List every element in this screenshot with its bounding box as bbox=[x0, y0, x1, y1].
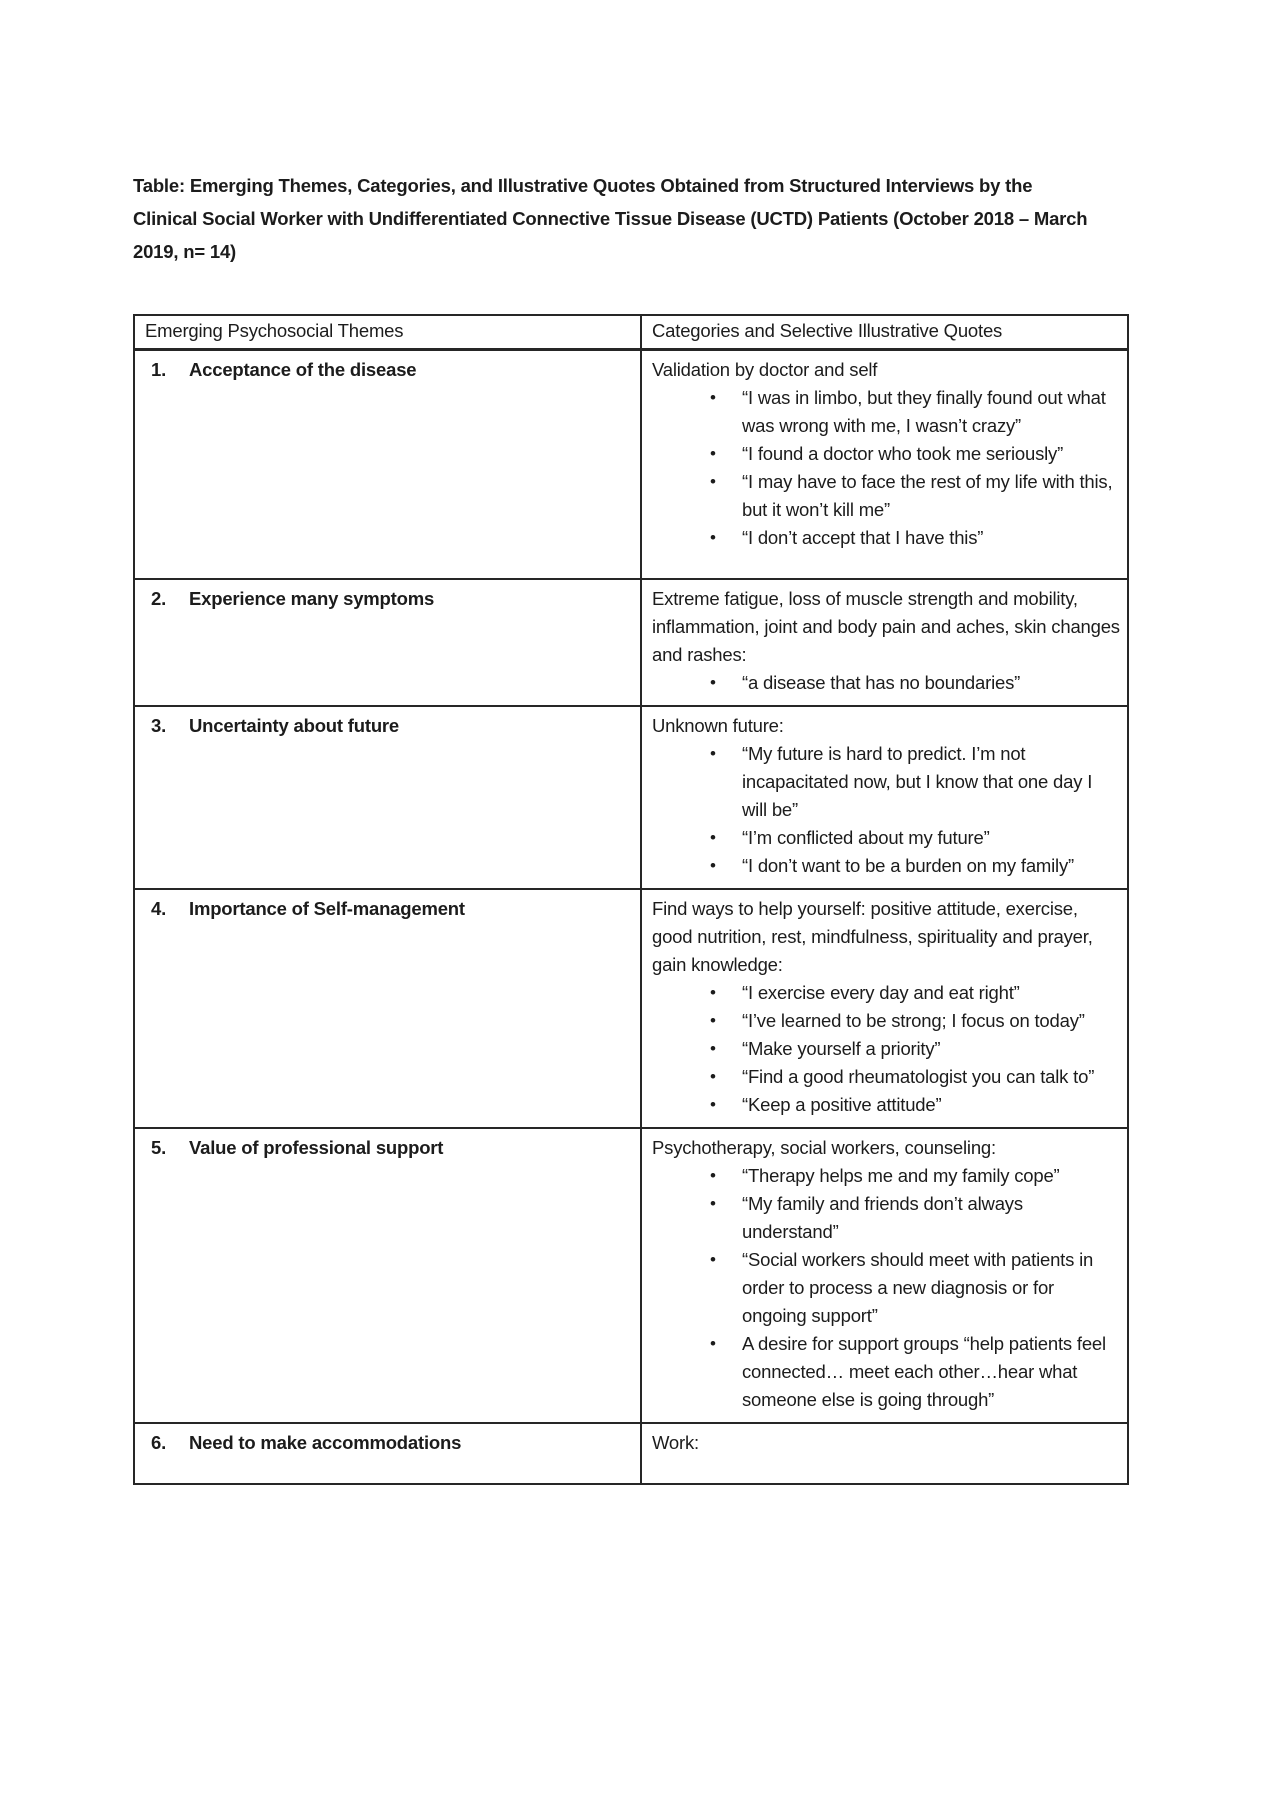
category-text: Find ways to help yourself: positive attitude, exercise, good nutrition, rest, mindfulness, spirituality and prayer, gain knowledge: bbox=[652, 897, 1093, 975]
quote-list bbox=[652, 669, 1121, 697]
quote-list bbox=[652, 1162, 1121, 1414]
theme-cell bbox=[134, 1128, 641, 1423]
bullet-icon: • bbox=[710, 527, 716, 547]
quote-text: “I don’t want to be a burden on my family” bbox=[742, 854, 1074, 876]
bullet-icon: • bbox=[710, 1066, 716, 1086]
quote-item bbox=[652, 852, 1121, 880]
quote-text: “I was in limbo, but they finally found out what was wrong with me, I wasn’t crazy” bbox=[742, 386, 1106, 436]
quote-item bbox=[652, 1190, 1121, 1246]
bullet-icon: • bbox=[710, 672, 716, 692]
bullet-icon: • bbox=[710, 855, 716, 875]
quote-item bbox=[652, 979, 1121, 1007]
bullet-icon: • bbox=[710, 1010, 716, 1030]
quote-item bbox=[652, 1330, 1121, 1414]
quote-text: “I exercise every day and eat right” bbox=[742, 981, 1020, 1003]
quote-text: “Keep a positive attitude” bbox=[742, 1093, 942, 1115]
bullet-icon: • bbox=[710, 1249, 716, 1269]
quote-text: “Find a good rheumatologist you can talk to” bbox=[742, 1065, 1095, 1087]
quote-item bbox=[652, 824, 1121, 852]
bullet-icon: • bbox=[710, 1038, 716, 1058]
quote-text: “My future is hard to predict. I’m not incapacitated now, but I know that one day I will be” bbox=[742, 742, 1093, 820]
table-row bbox=[134, 706, 1128, 889]
table-row bbox=[134, 349, 1128, 579]
theme-label: Uncertainty about future bbox=[189, 714, 400, 736]
quote-item bbox=[652, 1091, 1121, 1119]
quote-item bbox=[652, 669, 1121, 697]
table-caption: Table: Emerging Themes, Categories, and Illustrative Quotes Obtained from Structured Interviews by the Clinical Social Worker with Undifferentiated Connective Tissue Disease (UCTD) Patients (October 2018 – March 2019, n= 14) bbox=[133, 174, 1088, 262]
quotes-cell bbox=[641, 889, 1128, 1128]
bullet-icon: • bbox=[710, 471, 716, 491]
quotes-cell bbox=[641, 349, 1128, 579]
column-header-quotes: Categories and Selective Illustrative Quotes bbox=[641, 315, 1128, 350]
bullet-icon: • bbox=[710, 1193, 716, 1213]
quote-text: “Therapy helps me and my family cope” bbox=[742, 1164, 1060, 1186]
table-row bbox=[134, 1423, 1128, 1484]
quotes-cell bbox=[641, 579, 1128, 706]
quote-item bbox=[652, 468, 1121, 524]
bullet-icon: • bbox=[710, 387, 716, 407]
bullet-icon: • bbox=[710, 1165, 716, 1185]
bullet-icon: • bbox=[710, 982, 716, 1002]
theme-number: 1. bbox=[151, 358, 167, 380]
quote-text: “Social workers should meet with patients in order to process a new diagnosis or for ongoing support” bbox=[742, 1248, 1094, 1326]
bullet-icon: • bbox=[710, 827, 716, 847]
bullet-icon: • bbox=[710, 1333, 716, 1353]
table-row bbox=[134, 579, 1128, 706]
quotes-cell bbox=[641, 1423, 1128, 1484]
theme-number: 4. bbox=[151, 897, 167, 919]
theme-label: Importance of Self-management bbox=[189, 897, 465, 919]
themes-table bbox=[133, 314, 1129, 1485]
quote-item bbox=[652, 1007, 1121, 1035]
quotes-cell bbox=[641, 1128, 1128, 1423]
quote-text: “Make yourself a priority” bbox=[742, 1037, 941, 1059]
theme-cell bbox=[134, 579, 641, 706]
quote-list bbox=[652, 384, 1121, 552]
category-text: Unknown future: bbox=[652, 714, 784, 736]
theme-cell bbox=[134, 349, 641, 579]
quote-text: “I may have to face the rest of my life with this, but it won’t kill me” bbox=[742, 470, 1113, 520]
quote-list bbox=[652, 979, 1121, 1119]
quote-item bbox=[652, 740, 1121, 824]
quote-text: “I’ve learned to be strong; I focus on today” bbox=[742, 1009, 1085, 1031]
quote-item bbox=[652, 1246, 1121, 1330]
theme-label: Value of professional support bbox=[189, 1136, 444, 1158]
quote-text: “I found a doctor who took me seriously” bbox=[742, 442, 1064, 464]
table-body bbox=[134, 349, 1128, 1484]
quote-item bbox=[652, 1035, 1121, 1063]
bullet-icon: • bbox=[710, 743, 716, 763]
category-text: Work: bbox=[652, 1431, 699, 1453]
quote-text: “a disease that has no boundaries” bbox=[742, 671, 1021, 693]
category-text: Psychotherapy, social workers, counseling: bbox=[652, 1136, 996, 1158]
category-text: Extreme fatigue, loss of muscle strength and mobility, inflammation, joint and body pain and aches, skin changes and rashes: bbox=[652, 587, 1120, 665]
quotes-cell bbox=[641, 706, 1128, 889]
theme-label: Experience many symptoms bbox=[189, 587, 435, 609]
quote-item bbox=[652, 1063, 1121, 1091]
theme-cell bbox=[134, 1423, 641, 1484]
table-row bbox=[134, 889, 1128, 1128]
quote-text: “My family and friends don’t always understand” bbox=[742, 1192, 1023, 1242]
quote-item bbox=[652, 524, 1121, 552]
theme-number: 2. bbox=[151, 587, 167, 609]
quote-text: “I’m conflicted about my future” bbox=[742, 826, 990, 848]
quote-item bbox=[652, 384, 1121, 440]
theme-cell bbox=[134, 706, 641, 889]
table-row bbox=[134, 1128, 1128, 1423]
bullet-icon: • bbox=[710, 1094, 716, 1114]
theme-label: Acceptance of the disease bbox=[189, 358, 417, 380]
theme-label: Need to make accommodations bbox=[189, 1431, 462, 1453]
quote-list bbox=[652, 740, 1121, 880]
table-header-row bbox=[134, 315, 1128, 350]
bullet-icon: • bbox=[710, 443, 716, 463]
theme-number: 3. bbox=[151, 714, 167, 736]
theme-cell bbox=[134, 889, 641, 1128]
column-header-themes: Emerging Psychosocial Themes bbox=[134, 315, 641, 350]
quote-text: A desire for support groups “help patients feel connected… meet each other…hear what someone else is going through” bbox=[742, 1332, 1106, 1410]
quote-item bbox=[652, 440, 1121, 468]
theme-number: 5. bbox=[151, 1136, 167, 1158]
quote-text: “I don’t accept that I have this” bbox=[742, 526, 984, 548]
quote-item bbox=[652, 1162, 1121, 1190]
theme-number: 6. bbox=[151, 1431, 167, 1453]
category-text: Validation by doctor and self bbox=[652, 358, 878, 380]
